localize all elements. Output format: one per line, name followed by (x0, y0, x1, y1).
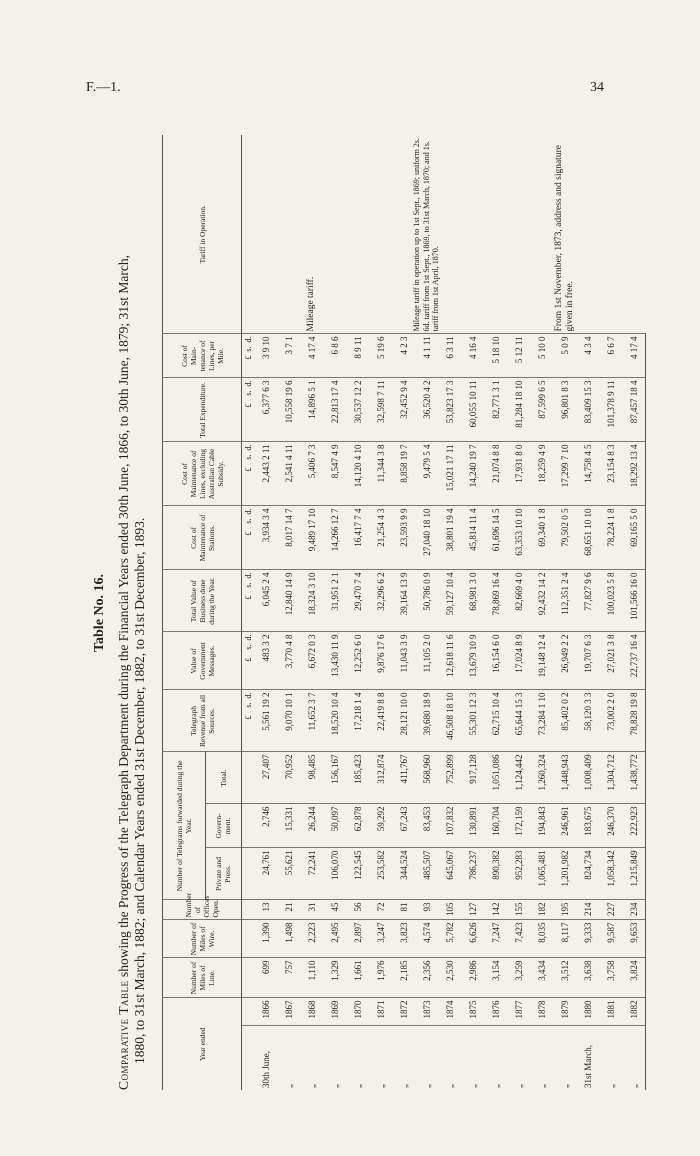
cell-maint-stations: 14,266 12 7 (323, 506, 346, 570)
cell-govt-value: 12,618 11 6 (438, 632, 461, 690)
cell-miles-lines: 2,986 (461, 958, 484, 998)
cell-business: 77,827 9 6 (576, 570, 599, 632)
cell-offices: 105 (438, 900, 461, 920)
cell-govt-value: 19,707 6 3 (576, 632, 599, 690)
rotated-page (92, 118, 682, 1108)
units-expenditure: £ s. d. (242, 378, 255, 442)
cell-expenditure: 32,598 7 11 (369, 378, 392, 442)
cell-revenue: 9,070 10 1 (277, 690, 300, 752)
page-ref: F.—1. (86, 80, 121, 95)
cell-total-telegrams: 1,438,772 (622, 752, 646, 804)
cell-maint-lines: 14,758 4 5 (576, 442, 599, 506)
cell-miles-wire: 4,574 (415, 920, 438, 958)
cell-miles-lines: 1,661 (346, 958, 369, 998)
header-maint-lines: Cost of Maintenance of Lines, excluding Australian Cable Subsidy. (163, 442, 242, 506)
cell-maint-stations: 78,224 1 8 (599, 506, 622, 570)
cell-revenue: 17,218 1 4 (346, 690, 369, 752)
cell-year: 1877 (507, 998, 530, 1026)
cell-maint-stations: 16,417 7 4 (346, 506, 369, 570)
cell-miles-wire: 2,495 (323, 920, 346, 958)
cell-business: 39,164 13 9 (392, 570, 415, 632)
cell-miles-wire: 2,897 (346, 920, 369, 958)
cell-miles-lines: 3,259 (507, 958, 530, 998)
cell-offices: 227 (599, 900, 622, 920)
cell-miles-lines: 3,512 (553, 958, 576, 998)
cell-offices: 13 (254, 900, 277, 920)
cell-miles-lines: 3,154 (484, 958, 507, 998)
cell-private-press: 72,241 (300, 848, 323, 900)
cell-total-telegrams: 411,767 (392, 752, 415, 804)
cell-government: 222,923 (622, 804, 646, 848)
cell-maint-lines: 8,858 19 7 (392, 442, 415, 506)
cell-business: 59,127 10 4 (438, 570, 461, 632)
cell-business: 100,023 5 8 (599, 570, 622, 632)
cell-business: 92,432 14 2 (530, 570, 553, 632)
cell-expenditure: 32,452 9 4 (392, 378, 415, 442)
cell-revenue: 85,402 0 2 (553, 690, 576, 752)
cell-maint-stations: 27,040 18 10 (415, 506, 438, 570)
cell-total-telegrams: 1,448,943 (553, 752, 576, 804)
cell-miles-wire: 7,423 (507, 920, 530, 958)
cell-expenditure: 6,377 6 3 (254, 378, 277, 442)
cell-revenue: 73,002 2 0 (599, 690, 622, 752)
header-offices: Number of Offices Open. (163, 900, 242, 920)
cell-maint-stations: 3,934 3 4 (254, 506, 277, 570)
cell-maint-stations: 69,165 5 0 (622, 506, 646, 570)
cell-offices: 31 (300, 900, 323, 920)
header-revenue: Telegraph Revenue from all Sources. (163, 690, 242, 752)
cell-maint-stations: 63,353 10 10 (507, 506, 530, 570)
cell-offices: 45 (323, 900, 346, 920)
cell-per-mile: 4 2 3 (392, 334, 415, 378)
cell-private-press: 952,283 (507, 848, 530, 900)
cell-per-mile: 3 7 1 (277, 334, 300, 378)
cell-year-month: „ (484, 1026, 507, 1090)
cell-year: 1878 (530, 998, 553, 1026)
cell-maint-stations: 9,489 17 10 (300, 506, 323, 570)
cell-offices: 21 (277, 900, 300, 920)
cell-year-month: „ (438, 1026, 461, 1090)
cell-maint-lines: 15,021 17 11 (438, 442, 461, 506)
cell-miles-wire: 5,782 (438, 920, 461, 958)
cell-private-press: 824,734 (576, 848, 599, 900)
cell-per-mile: 6 6 7 (599, 334, 622, 378)
cell-govt-value: 16,154 6 0 (484, 632, 507, 690)
cell-year: 1866 (254, 998, 277, 1026)
cell-year: 1881 (599, 998, 622, 1026)
cell-offices: 72 (369, 900, 392, 920)
cell-miles-wire: 9,653 (622, 920, 646, 958)
cell-year-month: „ (507, 1026, 530, 1090)
cell-per-mile: 4 16 4 (461, 334, 484, 378)
cell-government: 15,331 (277, 804, 300, 848)
cell-revenue: 5,561 19 2 (254, 690, 277, 752)
cell-maint-lines: 2,541 4 11 (277, 442, 300, 506)
cell-year-month: „ (277, 1026, 300, 1090)
cell-maint-lines: 9,479 5 4 (415, 442, 438, 506)
cell-per-mile: 8 9 11 (346, 334, 369, 378)
cell-miles-wire: 7,247 (484, 920, 507, 958)
header-total: Total. (205, 752, 241, 804)
cell-maint-stations: 68,651 10 10 (576, 506, 599, 570)
cell-govt-value: 3,770 4 8 (277, 632, 300, 690)
cell-total-telegrams: 70,952 (277, 752, 300, 804)
cell-government: 26,244 (300, 804, 323, 848)
cell-miles-wire: 1,390 (254, 920, 277, 958)
tariff-note: From 1st November, 1873, address and signature given in free. (553, 145, 575, 332)
cell-govt-value: 11,105 2 0 (415, 632, 438, 690)
cell-private-press: 55,621 (277, 848, 300, 900)
cell-maint-lines: 8,547 4 9 (323, 442, 346, 506)
cell-private-press: 485,507 (415, 848, 438, 900)
cell-miles-wire: 3,247 (369, 920, 392, 958)
cell-offices: 195 (553, 900, 576, 920)
cell-expenditure: 53,823 17 3 (438, 378, 461, 442)
cell-government: 107,832 (438, 804, 461, 848)
header-miles-wire: Number of Miles of Wire. (163, 920, 242, 958)
cell-maint-stations: 21,254 4 3 (369, 506, 392, 570)
cell-year-month: „ (530, 1026, 553, 1090)
cell-total-telegrams: 1,051,086 (484, 752, 507, 804)
cell-business: 32,296 6 2 (369, 570, 392, 632)
header-telegrams-group: Number of Telegrams forwarded during the Year. (163, 752, 206, 900)
cell-year-month: „ (346, 1026, 369, 1090)
header-year: Year ended (163, 998, 242, 1090)
cell-govt-value: 13,679 10 9 (461, 632, 484, 690)
cell-miles-lines: 3,824 (622, 958, 646, 998)
page-number: 34 (590, 80, 604, 95)
cell-govt-value: 22,737 16 4 (622, 632, 646, 690)
cell-maint-lines: 14,240 19 7 (461, 442, 484, 506)
cell-government: 59,292 (369, 804, 392, 848)
cell-offices: 93 (415, 900, 438, 920)
cell-total-telegrams: 1,304,712 (599, 752, 622, 804)
cell-government: 172,159 (507, 804, 530, 848)
cell-government: 183,675 (576, 804, 599, 848)
cell-govt-value: 26,949 2 2 (553, 632, 576, 690)
units-revenue: £ s. d. (242, 690, 255, 752)
cell-government: 2,746 (254, 804, 277, 848)
cell-year-month: „ (323, 1026, 346, 1090)
units-govt-value: £ s. d. (242, 632, 255, 690)
cell-year: 1868 (300, 998, 323, 1026)
cell-miles-wire: 9,587 (599, 920, 622, 958)
cell-per-mile: 4 1 11 (415, 334, 438, 378)
cell-private-press: 1,215,849 (622, 848, 646, 900)
cell-year: 1879 (553, 998, 576, 1026)
cell-business: 78,869 16 4 (484, 570, 507, 632)
cell-govt-value: 6,672 0 3 (300, 632, 323, 690)
cell-maint-stations: 79,502 0 5 (553, 506, 576, 570)
cell-business: 31,951 2 1 (323, 570, 346, 632)
cell-business: 50,786 0 9 (415, 570, 438, 632)
cell-year-month: „ (622, 1026, 646, 1090)
cell-business: 68,981 3 0 (461, 570, 484, 632)
cell-govt-value: 12,252 6 0 (346, 632, 369, 690)
cell-maint-lines: 18,259 4 9 (530, 442, 553, 506)
cell-miles-wire: 6,626 (461, 920, 484, 958)
cell-miles-lines: 757 (277, 958, 300, 998)
cell-total-telegrams: 1,124,442 (507, 752, 530, 804)
cell-expenditure: 36,520 4 2 (415, 378, 438, 442)
cell-miles-lines: 699 (254, 958, 277, 998)
units-row (242, 135, 255, 1090)
cell-per-mile: 4 17 4 (622, 334, 646, 378)
cell-government: 83,453 (415, 804, 438, 848)
cell-govt-value: 17,024 8 9 (507, 632, 530, 690)
cell-revenue: 78,828 19 8 (622, 690, 646, 752)
cell-expenditure: 22,813 17 4 (323, 378, 346, 442)
cell-miles-wire: 3,823 (392, 920, 415, 958)
cell-year-month: „ (392, 1026, 415, 1090)
cell-private-press: 106,070 (323, 848, 346, 900)
cell-govt-value: 483 3 2 (254, 632, 277, 690)
header-maint-stations: Cost of Maintenance of Stations. (163, 506, 242, 570)
cell-govt-value: 27,021 3 8 (599, 632, 622, 690)
cell-per-mile: 3 9 10 (254, 334, 277, 378)
cell-business: 82,669 4 0 (507, 570, 530, 632)
tariff-note: Mileage tariff. (306, 276, 316, 332)
title-line2: 1880, to 31st March, 1882; and Calendar Years ended 31st December, 1882, to 31st December, 1893. (132, 517, 147, 1064)
cell-year-month: „ (599, 1026, 622, 1090)
cell-maint-stations: 8,017 14 7 (277, 506, 300, 570)
cell-maint-lines: 11,344 3 8 (369, 442, 392, 506)
cell-private-press: 1,058,342 (599, 848, 622, 900)
table-title (116, 130, 148, 1090)
cell-miles-lines: 3,434 (530, 958, 553, 998)
cell-expenditure: 83,409 15 3 (576, 378, 599, 442)
cell-per-mile: 5 18 10 (484, 334, 507, 378)
cell-offices: 142 (484, 900, 507, 920)
cell-total-telegrams: 1,008,409 (576, 752, 599, 804)
units-per-mile: £ s. d. (242, 334, 255, 378)
cell-maint-stations: 61,696 14 5 (484, 506, 507, 570)
cell-year: 1880 (576, 998, 599, 1026)
cell-private-press: 122,545 (346, 848, 369, 900)
table-row (254, 135, 277, 1090)
cell-private-press: 645,067 (438, 848, 461, 900)
cell-revenue: 28,121 10 0 (392, 690, 415, 752)
cell-miles-lines: 1,976 (369, 958, 392, 998)
cell-offices: 81 (392, 900, 415, 920)
table-row (484, 135, 507, 1090)
cell-business: 12,840 14 9 (277, 570, 300, 632)
cell-miles-lines: 3,638 (576, 958, 599, 998)
header-govt-value: Value of Government Messages. (163, 632, 242, 690)
cell-maint-lines: 14,120 4 10 (346, 442, 369, 506)
cell-maint-stations: 38,801 19 4 (438, 506, 461, 570)
cell-revenue: 39,680 18 9 (415, 690, 438, 752)
cell-year-month: „ (461, 1026, 484, 1090)
cell-revenue: 65,644 15 3 (507, 690, 530, 752)
cell-maint-stations: 23,593 9 9 (392, 506, 415, 570)
cell-revenue: 55,301 12 3 (461, 690, 484, 752)
cell-business: 112,351 2 4 (553, 570, 576, 632)
cell-offices: 182 (530, 900, 553, 920)
cell-maint-stations: 69,340 1 8 (530, 506, 553, 570)
cell-offices: 214 (576, 900, 599, 920)
header-maint-per-mile: Cost of Main-tenance of Lines, per Mile. (163, 334, 242, 378)
cell-maint-lines: 21,074 8 8 (484, 442, 507, 506)
cell-year: 1874 (438, 998, 461, 1026)
cell-year: 1876 (484, 998, 507, 1026)
cell-revenue: 18,520 10 4 (323, 690, 346, 752)
cell-miles-lines: 1,110 (300, 958, 323, 998)
cell-private-press: 1,065,481 (530, 848, 553, 900)
cell-year: 1869 (323, 998, 346, 1026)
cell-year: 1873 (415, 998, 438, 1026)
cell-government: 246,961 (553, 804, 576, 848)
cell-government: 160,704 (484, 804, 507, 848)
cell-total-telegrams: 27,407 (254, 752, 277, 804)
cell-miles-wire: 1,498 (277, 920, 300, 958)
cell-revenue: 62,715 10 4 (484, 690, 507, 752)
header-tariff: Tariff in Operation. (163, 135, 242, 334)
cell-govt-value: 19,148 12 4 (530, 632, 553, 690)
cell-year-month: „ (415, 1026, 438, 1090)
cell-per-mile: 5 10 0 (530, 334, 553, 378)
cell-government: 62,878 (346, 804, 369, 848)
cell-offices: 56 (346, 900, 369, 920)
cell-revenue: 73,284 1 10 (530, 690, 553, 752)
header-row (163, 135, 206, 1090)
cell-maint-stations: 45,814 11 4 (461, 506, 484, 570)
units-maint-lines: £ s. d. (242, 442, 255, 506)
cell-maint-lines: 2,443 2 11 (254, 442, 277, 506)
cell-per-mile: 4 3 4 (576, 334, 599, 378)
cell-per-mile: 5 12 11 (507, 334, 530, 378)
cell-total-telegrams: 917,128 (461, 752, 484, 804)
cell-maint-lines: 5,406 7 3 (300, 442, 323, 506)
cell-business: 29,470 7 4 (346, 570, 369, 632)
cell-revenue: 46,508 18 10 (438, 690, 461, 752)
cell-total-telegrams: 185,423 (346, 752, 369, 804)
table-row (369, 135, 392, 1090)
cell-miles-lines: 2,356 (415, 958, 438, 998)
cell-total-telegrams: 752,899 (438, 752, 461, 804)
cell-year: 1875 (461, 998, 484, 1026)
cell-expenditure: 87,457 18 4 (622, 378, 646, 442)
cell-revenue: 22,419 8 8 (369, 690, 392, 752)
cell-miles-wire: 9,333 (576, 920, 599, 958)
cell-business: 18,324 3 10 (300, 570, 323, 632)
header-miles-lines: Number of Miles of Line. (163, 958, 242, 998)
cell-private-press: 253,582 (369, 848, 392, 900)
cell-expenditure: 82,771 3 1 (484, 378, 507, 442)
cell-total-telegrams: 568,960 (415, 752, 438, 804)
cell-government: 246,370 (599, 804, 622, 848)
cell-year-month: 30th June, (254, 1026, 277, 1090)
units-maint-stations: £ s. d. (242, 506, 255, 570)
cell-per-mile: 6 3 11 (438, 334, 461, 378)
cell-year-month: „ (300, 1026, 323, 1090)
cell-expenditure: 81,284 18 10 (507, 378, 530, 442)
cell-revenue: 11,652 3 7 (300, 690, 323, 752)
progress-table (162, 135, 646, 1090)
cell-per-mile: 4 17 4 (300, 334, 323, 378)
cell-year: 1882 (622, 998, 646, 1026)
cell-expenditure: 96,801 8 3 (553, 378, 576, 442)
cell-expenditure: 10,558 19 6 (277, 378, 300, 442)
cell-govt-value: 13,430 11 9 (323, 632, 346, 690)
units-business: £ s. d. (242, 570, 255, 632)
cell-govt-value: 11,043 3 9 (392, 632, 415, 690)
cell-expenditure: 101,378 9 11 (599, 378, 622, 442)
cell-total-telegrams: 312,874 (369, 752, 392, 804)
cell-maint-lines: 18,292 13 4 (622, 442, 646, 506)
title-lead: Comparative Table (116, 980, 131, 1090)
cell-miles-wire: 8,035 (530, 920, 553, 958)
cell-government: 50,097 (323, 804, 346, 848)
cell-private-press: 1,201,982 (553, 848, 576, 900)
header-business: Total Value of Business done during the Year. (163, 570, 242, 632)
cell-total-telegrams: 156,167 (323, 752, 346, 804)
tariff-note: Mileage tariff in operation up to 1st Sept., 1869; uniform 2s. 6d. tariff from 1st Sept., 1869, to 31st March, 1870; and 1s. tariff from 1st April, 1870. (412, 138, 441, 332)
cell-year: 1872 (392, 998, 415, 1026)
cell-miles-lines: 2,185 (392, 958, 415, 998)
cell-total-telegrams: 98,485 (300, 752, 323, 804)
header-govt: Govern-ment. (205, 804, 241, 848)
cell-business: 101,566 16 0 (622, 570, 646, 632)
cell-maint-lines: 23,154 8 3 (599, 442, 622, 506)
cell-private-press: 786,237 (461, 848, 484, 900)
cell-total-telegrams: 1,260,324 (530, 752, 553, 804)
cell-expenditure: 87,599 6 5 (530, 378, 553, 442)
cell-revenue: 58,120 3 3 (576, 690, 599, 752)
cell-government: 130,891 (461, 804, 484, 848)
cell-miles-wire: 2,223 (300, 920, 323, 958)
cell-miles-lines: 2,530 (438, 958, 461, 998)
cell-maint-lines: 17,299 7 10 (553, 442, 576, 506)
cell-expenditure: 30,537 12 2 (346, 378, 369, 442)
cell-per-mile: 6 8 6 (323, 334, 346, 378)
cell-private-press: 344,524 (392, 848, 415, 900)
title-line1: showing the Progress of the Telegraph Department during the Financial Years ended 30th June, 1866, to 30th June, 1879; 31st March, (116, 255, 131, 981)
cell-per-mile: 5 19 6 (369, 334, 392, 378)
cell-offices: 127 (461, 900, 484, 920)
cell-offices: 234 (622, 900, 646, 920)
cell-year: 1870 (346, 998, 369, 1026)
cell-year-month: „ (553, 1026, 576, 1090)
cell-private-press: 24,761 (254, 848, 277, 900)
cell-miles-lines: 1,329 (323, 958, 346, 998)
header-private: Private and Press. (205, 848, 241, 900)
cell-business: 6,045 2 4 (254, 570, 277, 632)
cell-year: 1871 (369, 998, 392, 1026)
header-expenditure: Total Expenditure. (163, 378, 242, 442)
cell-miles-wire: 8,117 (553, 920, 576, 958)
table-number: Table No. 16. (92, 573, 107, 653)
cell-offices: 155 (507, 900, 530, 920)
cell-govt-value: 9,876 17 6 (369, 632, 392, 690)
cell-private-press: 890,382 (484, 848, 507, 900)
cell-government: 194,843 (530, 804, 553, 848)
cell-per-mile: 5 0 9 (553, 334, 576, 378)
cell-maint-lines: 17,931 8 0 (507, 442, 530, 506)
cell-year-month: „ (369, 1026, 392, 1090)
cell-expenditure: 14,896 5 1 (300, 378, 323, 442)
cell-expenditure: 60,055 10 11 (461, 378, 484, 442)
cell-miles-lines: 3,758 (599, 958, 622, 998)
cell-government: 67,243 (392, 804, 415, 848)
cell-year: 1867 (277, 998, 300, 1026)
cell-year-month: 31st March, (576, 1026, 599, 1090)
